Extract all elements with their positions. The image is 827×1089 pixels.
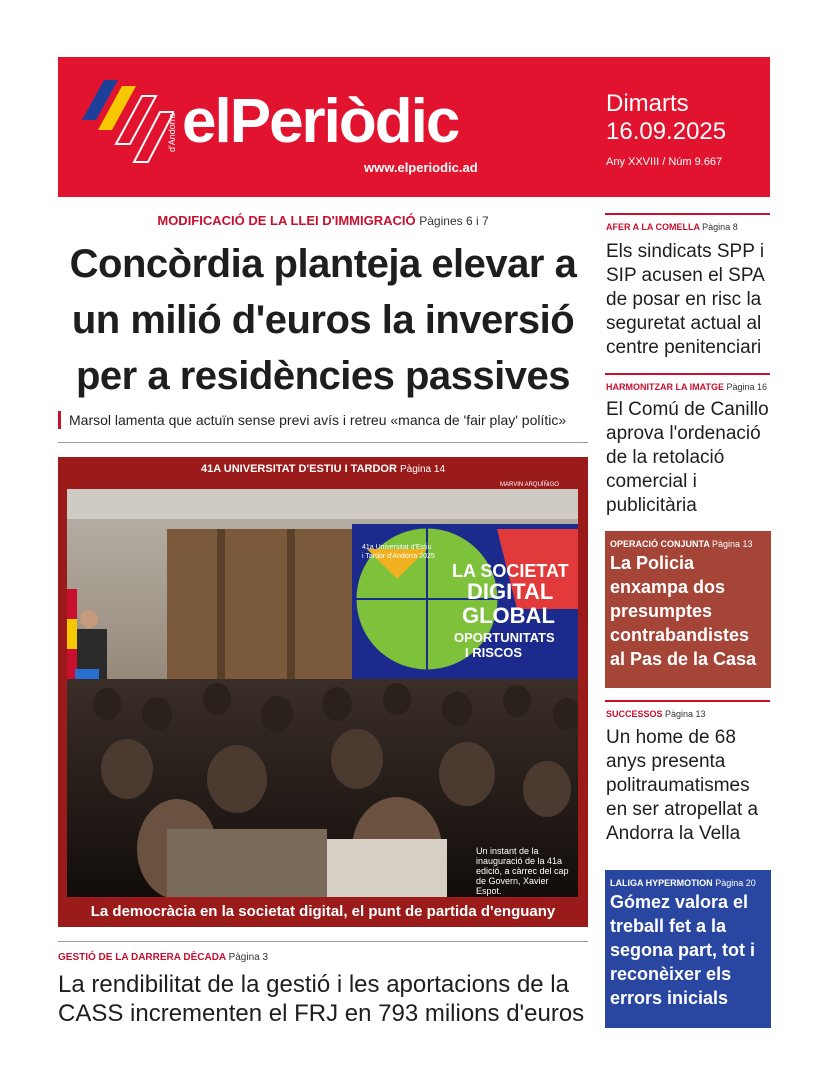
sidebar-page-ref: Pàgina 16 [726, 382, 768, 392]
photo-caption: Un instant de la inauguració de la 41a edició, a càrrec del cap de Govern, Xavier Espot. [476, 846, 569, 896]
screen-line-5: GLOBAL [462, 603, 555, 628]
photo-story-kicker [58, 463, 588, 475]
sidebar-kicker [606, 222, 738, 232]
sidebar-box-red[interactable] [605, 531, 771, 688]
photo-story-kicker-text: 41A UNIVERSITAT D'ESTIU I TARDOR [200, 463, 397, 475]
sidebar-kicker-text: LALIGA HYPERMOTION [610, 878, 713, 888]
lead-headline[interactable]: Concòrdia planteja elevar a un milió d'euros la inversió per a residències passives [69, 242, 577, 398]
sidebar-kicker-text: SUCCESSOS [606, 709, 663, 719]
sidebar-kicker [605, 531, 771, 549]
brand-name[interactable]: elPeriòdic [182, 87, 459, 156]
issue-date: 16.09.2025 [606, 118, 727, 145]
bottom-headline[interactable]: La rendibilitat de la gestió i les aportacions de la CASS incrementen el FRJ en 793 milions d'euros [58, 971, 585, 1027]
screen-line-7: I RISCOS [465, 645, 523, 660]
sidebar-rule [605, 213, 770, 215]
sidebar-page-ref: Pàgina 8 [702, 222, 738, 232]
divider [58, 941, 588, 942]
sidebar-headline[interactable]: El Comú de Canillo aprova l'ordenació de la retolació comercial i publicitària [606, 399, 769, 516]
bottom-page-ref: Pàgina 3 [228, 952, 269, 963]
screen-line-1: 41a Universitat d'Estiu [362, 544, 432, 551]
sidebar-page-ref: Pàgina 13 [712, 539, 753, 549]
sidebar-kicker [606, 382, 767, 392]
sidebar-box-blue[interactable] [605, 870, 771, 1028]
sidebar-kicker-text: OPERACIÓ CONJUNTA [610, 539, 710, 549]
screen-line-2: i Tardor d'Andorra 2025 [362, 553, 435, 560]
brand-subtitle: d'Andorra [167, 113, 177, 152]
sidebar-kicker [605, 870, 771, 888]
screen-line-4: DIGITAL [467, 579, 554, 604]
bottom-kicker [58, 952, 268, 963]
sidebar-kicker-text: HARMONITZAR LA IMATGE [606, 382, 724, 392]
sidebar-headline[interactable]: Un home de 68 anys presenta politraumatismes en ser atropellat a Andorra la Vella [606, 727, 759, 844]
bottom-kicker-text: GESTIÓ DE LA DARRERA DÈCADA [58, 952, 226, 963]
brand-url[interactable]: www.elperiodic.ad [364, 160, 478, 175]
screen-line-6: OPORTUNITATS [454, 630, 555, 645]
sidebar-kicker [606, 709, 706, 719]
photo-story-headline[interactable]: La democràcia en la societat digital, el punt de partida d'enguany [90, 903, 556, 920]
conference-scene [67, 489, 578, 897]
photo-story-page-ref: Pàgina 14 [399, 464, 446, 475]
sidebar-page-ref: Pàgina 13 [665, 709, 706, 719]
issue-day: Dimarts [606, 90, 689, 117]
sidebar-headline[interactable]: La Policia enxampa dos presumptes contrabandistes al Pas de la Casa [610, 553, 757, 669]
lead-kicker[interactable] [58, 213, 588, 228]
sidebar-kicker-text: AFER A LA COMELLA [606, 222, 700, 232]
screen-line-3: LA SOCIETAT [452, 561, 569, 581]
lead-kicker-text: MODIFICACIÓ DE LA LLEI D'IMMIGRACIÓ [157, 213, 416, 228]
issue-number: Any XXVIII / Núm 9.667 [606, 156, 723, 168]
sidebar-headline[interactable]: Els sindicats SPP i SIP acusen el SPA de posar en risc la seguretat actual al centre penitenciari [606, 241, 765, 358]
conference-photo[interactable] [67, 489, 578, 897]
sidebar-headline[interactable]: Gómez valora el treball fet a la segona part, tot i reconèixer els errors inicials [610, 892, 756, 1008]
sidebar-page-ref: Pàgina 20 [715, 878, 756, 888]
sidebar-rule [605, 373, 770, 375]
logo-icon[interactable] [82, 80, 174, 170]
divider [58, 442, 588, 443]
sidebar-rule [605, 700, 770, 702]
lead-page-ref: Pàgines 6 i 7 [419, 214, 489, 228]
photo-credit: MARVIN ARQUÍÑIGO [500, 482, 559, 488]
lead-subhead: Marsol lamenta que actuïn sense previ avís i retreu «manca de 'fair play' polític» [58, 411, 599, 429]
